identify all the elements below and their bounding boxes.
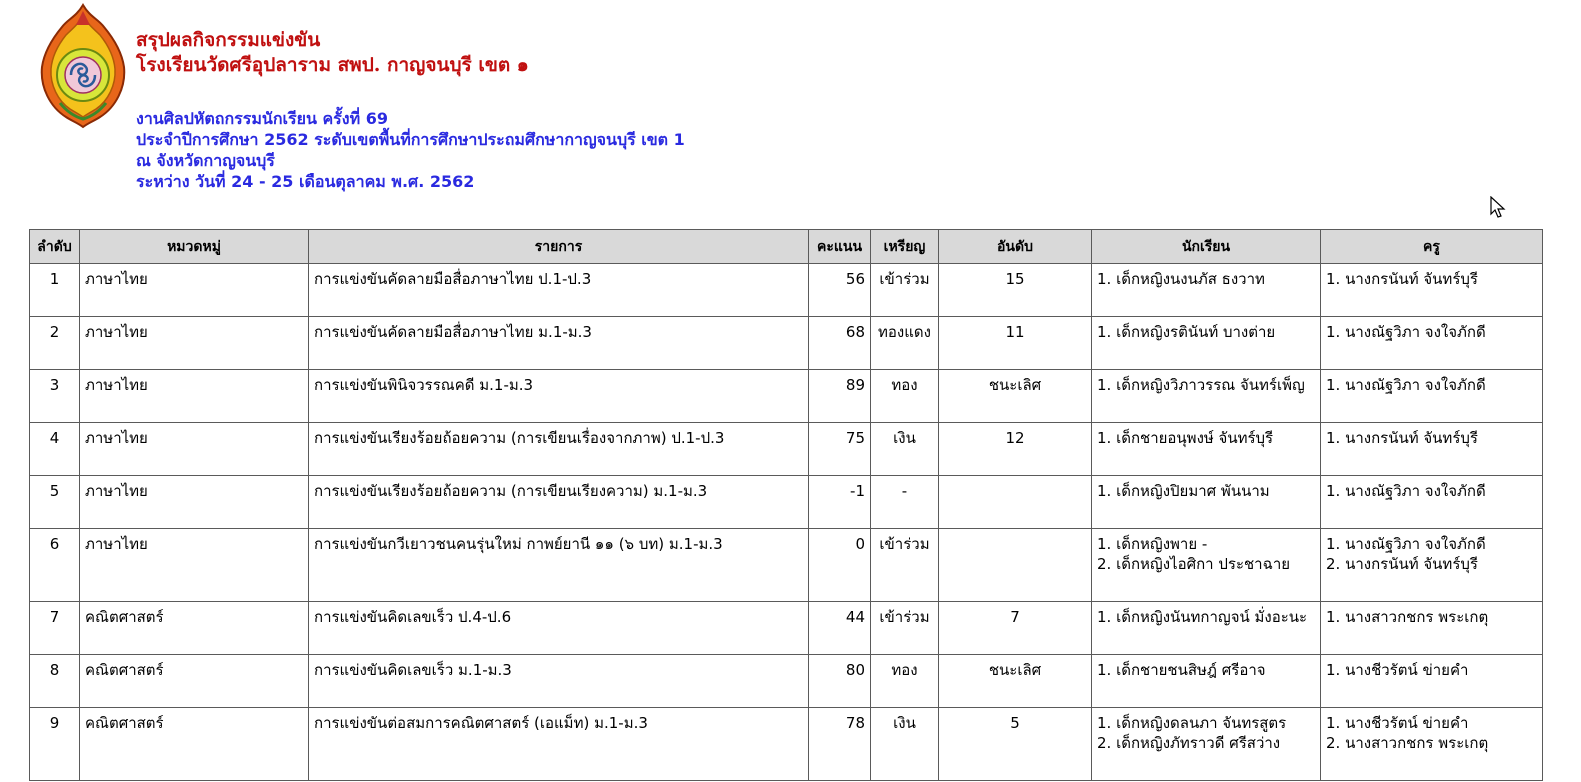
cell-rank: 7	[939, 602, 1092, 655]
cell-score: 75	[809, 423, 871, 476]
cell-medal: เงิน	[871, 423, 939, 476]
table-row	[30, 264, 1543, 317]
cell-score: 44	[809, 602, 871, 655]
student-name: 1. เด็กหญิงปิยมาศ พันนาม	[1097, 482, 1270, 500]
cell-no: 8	[30, 655, 80, 708]
cell-rank: 15	[939, 264, 1092, 317]
cell-score: 56	[809, 264, 871, 317]
cell-medal: ทองแดง	[871, 317, 939, 370]
teacher-name: 1. นางกรนันท์ จันทร์บุรี	[1326, 429, 1478, 447]
cell-teachers	[1321, 708, 1543, 781]
cell-students	[1092, 264, 1321, 317]
teacher-name: 1. นางชีวรัตน์ ข่ายคำ	[1326, 714, 1469, 732]
teacher-name: 1. นางณัฐวิภา จงใจภักดี	[1326, 482, 1486, 500]
cell-medal: เงิน	[871, 708, 939, 781]
cell-teachers	[1321, 655, 1543, 708]
cell-students	[1092, 370, 1321, 423]
cell-students	[1092, 317, 1321, 370]
cell-teachers	[1321, 476, 1543, 529]
student-name: 1. เด็กชายชนสิษฎ์ ศรีอาจ	[1097, 661, 1266, 679]
teacher-name: 1. นางสาวกชกร พระเกตุ	[1326, 608, 1489, 626]
cell-no: 4	[30, 423, 80, 476]
event-info-line2: ประจำปีการศึกษา 2562 ระดับเขตพื้นที่การศึกษาประถมศึกษากาญจนบุรี เขต 1	[136, 130, 685, 149]
column-header-no[interactable]: ลำดับ	[30, 230, 80, 264]
student-name: 1. เด็กหญิงนันทกาญจน์ มั่งอะนะ	[1097, 608, 1308, 626]
cell-students	[1092, 529, 1321, 602]
cell-teachers	[1321, 370, 1543, 423]
cell-rank	[939, 529, 1092, 602]
column-header-category[interactable]: หมวดหมู่	[80, 230, 309, 264]
cell-no: 7	[30, 602, 80, 655]
cell-score: 0	[809, 529, 871, 602]
cell-item: การแข่งขันคัดลายมือสื่อภาษาไทย ม.1-ม.3	[309, 317, 809, 370]
org-title-line2: โรงเรียนวัดศรีอุปลาราม สพป. กาญจนบุรี เขต ๑	[136, 54, 529, 76]
table-row	[30, 655, 1543, 708]
cell-students	[1092, 423, 1321, 476]
cell-medal: ทอง	[871, 655, 939, 708]
student-name: 1. เด็กหญิงรตินันท์ บางต่าย	[1097, 323, 1276, 341]
cell-item: การแข่งขันกวีเยาวชนคนรุ่นใหม่ กาพย์ยานี ๑๑ (๖ บท) ม.1-ม.3	[309, 529, 809, 602]
student-name: 1. เด็กหญิงพาย -	[1097, 535, 1208, 553]
column-header-score[interactable]: คะแนน	[809, 230, 871, 264]
cell-medal: -	[871, 476, 939, 529]
student-name: 1. เด็กหญิงวิภาวรรณ จันทร์เพ็ญ	[1097, 376, 1305, 394]
table-row	[30, 708, 1543, 781]
mouse-cursor-icon	[1490, 196, 1506, 220]
cell-no: 2	[30, 317, 80, 370]
student-name: 1. เด็กหญิงดลนภา จันทรสูตร	[1097, 714, 1287, 732]
cell-medal: ทอง	[871, 370, 939, 423]
teacher-name: 1. นางณัฐวิภา จงใจภักดี	[1326, 323, 1486, 341]
cell-item: การแข่งขันเรียงร้อยถ้อยความ (การเขียนเรื่องจากภาพ) ป.1-ป.3	[309, 423, 809, 476]
cell-score: -1	[809, 476, 871, 529]
cell-category: คณิตศาสตร์	[80, 655, 309, 708]
cell-students	[1092, 708, 1321, 781]
table-row	[30, 370, 1543, 423]
cell-category: คณิตศาสตร์	[80, 708, 309, 781]
cell-rank: 12	[939, 423, 1092, 476]
cell-category: ภาษาไทย	[80, 529, 309, 602]
cell-category: ภาษาไทย	[80, 476, 309, 529]
cell-students	[1092, 602, 1321, 655]
cell-category: ภาษาไทย	[80, 317, 309, 370]
cell-category: ภาษาไทย	[80, 264, 309, 317]
teacher-name: 1. นางณัฐวิภา จงใจภักดี	[1326, 535, 1486, 553]
school-emblem-icon	[38, 3, 128, 129]
cell-category: คณิตศาสตร์	[80, 602, 309, 655]
table-row	[30, 317, 1543, 370]
cell-teachers	[1321, 317, 1543, 370]
cell-medal: เข้าร่วม	[871, 264, 939, 317]
teacher-name: 1. นางกรนันท์ จันทร์บุรี	[1326, 270, 1478, 288]
event-info-line4: ระหว่าง วันที่ 24 - 25 เดือนตุลาคม พ.ศ. 2562	[136, 172, 475, 191]
cell-teachers	[1321, 529, 1543, 602]
cell-item: การแข่งขันคิดเลขเร็ว ป.4-ป.6	[309, 602, 809, 655]
teacher-name: 1. นางชีวรัตน์ ข่ายคำ	[1326, 661, 1469, 679]
cell-no: 5	[30, 476, 80, 529]
column-header-medal[interactable]: เหรียญ	[871, 230, 939, 264]
cell-item: การแข่งขันคัดลายมือสื่อภาษาไทย ป.1-ป.3	[309, 264, 809, 317]
teacher-name: 2. นางกรนันท์ จันทร์บุรี	[1326, 555, 1478, 573]
table-row	[30, 476, 1543, 529]
student-name: 1. เด็กหญิงนงนภัส ธงวาท	[1097, 270, 1265, 288]
cell-medal: เข้าร่วม	[871, 602, 939, 655]
event-info-line1: งานศิลปหัตถกรรมนักเรียน ครั้งที่ 69	[136, 109, 388, 128]
cell-teachers	[1321, 264, 1543, 317]
cell-score: 68	[809, 317, 871, 370]
cell-category: ภาษาไทย	[80, 370, 309, 423]
column-header-teachers[interactable]: ครู	[1321, 230, 1543, 264]
org-title	[136, 28, 529, 78]
cell-rank: 5	[939, 708, 1092, 781]
table-row	[30, 423, 1543, 476]
cell-no: 3	[30, 370, 80, 423]
cell-medal: เข้าร่วม	[871, 529, 939, 602]
cell-rank: ชนะเลิศ	[939, 370, 1092, 423]
event-info-line3: ณ จังหวัดกาญจนบุรี	[136, 151, 275, 170]
cell-no: 9	[30, 708, 80, 781]
cell-rank: ชนะเลิศ	[939, 655, 1092, 708]
student-name: 1. เด็กชายอนุพงษ์ จันทร์บุรี	[1097, 429, 1274, 447]
cell-score: 89	[809, 370, 871, 423]
student-name: 2. เด็กหญิงไอศิกา ประชาฉาย	[1097, 555, 1291, 573]
cell-rank: 11	[939, 317, 1092, 370]
report-header	[0, 0, 1581, 228]
cell-no: 6	[30, 529, 80, 602]
column-header-item[interactable]: รายการ	[309, 230, 809, 264]
cell-score: 78	[809, 708, 871, 781]
cell-teachers	[1321, 423, 1543, 476]
cell-item: การแข่งขันพินิจวรรณคดี ม.1-ม.3	[309, 370, 809, 423]
cell-rank	[939, 476, 1092, 529]
cell-students	[1092, 655, 1321, 708]
column-header-students[interactable]: นักเรียน	[1092, 230, 1321, 264]
org-title-line1: สรุปผลกิจกรรมแข่งขัน	[136, 29, 321, 51]
cell-item: การแข่งขันต่อสมการคณิตศาสตร์ (เอแม็ท) ม.1-ม.3	[309, 708, 809, 781]
cell-no: 1	[30, 264, 80, 317]
cell-score: 80	[809, 655, 871, 708]
cell-item: การแข่งขันเรียงร้อยถ้อยความ (การเขียนเรียงความ) ม.1-ม.3	[309, 476, 809, 529]
column-header-rank[interactable]: อันดับ	[939, 230, 1092, 264]
cell-teachers	[1321, 602, 1543, 655]
table-header-row	[30, 230, 1543, 264]
teacher-name: 2. นางสาวกชกร พระเกตุ	[1326, 734, 1489, 752]
teacher-name: 1. นางณัฐวิภา จงใจภักดี	[1326, 376, 1486, 394]
event-info	[136, 108, 685, 192]
cell-category: ภาษาไทย	[80, 423, 309, 476]
table-row	[30, 602, 1543, 655]
table-row	[30, 529, 1543, 602]
results-table	[29, 229, 1543, 781]
student-name: 2. เด็กหญิงภัทราวดี ศรีสว่าง	[1097, 734, 1281, 752]
cell-students	[1092, 476, 1321, 529]
cell-item: การแข่งขันคิดเลขเร็ว ม.1-ม.3	[309, 655, 809, 708]
